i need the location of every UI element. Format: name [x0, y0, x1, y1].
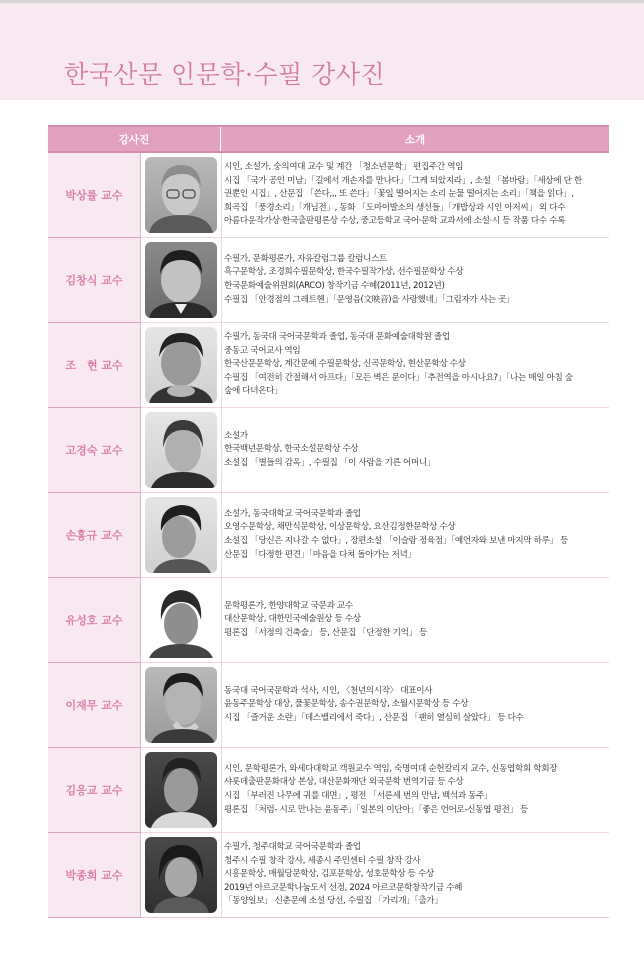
photo-cell [141, 493, 222, 577]
bio-line: 청주시 수필 창작 강사, 세종시 주민센터 수필 창작 강사 [224, 855, 421, 866]
header-instructors: 강사진 [48, 127, 221, 151]
instructor-bio [222, 833, 609, 917]
title-banner [0, 3, 644, 100]
instructor-table [48, 125, 609, 918]
instructor-name: 박상률 교수 [48, 153, 141, 238]
bio-line: 수필가, 동국대 국어국문학과 졸업, 동국대 문화예술대학원 졸업 [224, 332, 450, 343]
bio-line: 숲에 다녀온다」 [224, 386, 283, 397]
portrait-photo [145, 752, 217, 828]
bio-line: 「동양일보」 신춘문예 소설 당선, 수필집 「가리개」「출가」 [224, 896, 443, 907]
instructor-bio [222, 493, 609, 577]
table-row [48, 833, 609, 918]
bio-line: 시집 「국가 공인 미남」「길에서 개손자를 만나다」「그케 되았지라」, 소설 「봄바람」「세상에 단 한 [224, 175, 582, 186]
bio-line: 시인, 소설가, 숭의여대 교수 및 계간 「청소년문학」 편집주간 역임 [224, 162, 464, 173]
table-row [48, 663, 609, 748]
instructor-bio [222, 578, 609, 662]
bio-line: 권뿐인 시집」, 산문집 「쓴다,,, 또 쓴다」「꽃잎 떨어지는 소리 눈물 떨어지는 소리」「책을 읽다」, [224, 189, 574, 200]
portrait-photo [145, 157, 217, 233]
instructor-name: 이재무 교수 [48, 663, 141, 748]
photo-cell [141, 578, 222, 662]
photo-cell [141, 238, 222, 322]
table-row [48, 748, 609, 833]
portrait-photo [145, 582, 217, 658]
table-row [48, 323, 609, 408]
portrait-photo [145, 497, 217, 573]
bio-line: 오영수문학상, 채만식문학상, 이상문학상, 요산김정한문학상 수상 [224, 522, 456, 533]
portrait-photo [145, 327, 217, 403]
instructor-name: 김창식 교수 [48, 238, 141, 323]
bio-line: 평론집 「처럼- 시로 만나는 윤동주」「일본의 이단아」「좋은 언어로-신동엽 평전」 등 [224, 804, 528, 815]
photo-cell [141, 153, 222, 237]
bio-line: 시인, 문학평론가, 와세다대학교 객원교수 역임, 숙명여대 순헌칼리지 교수, 신동엽학회 학회장 [224, 763, 558, 774]
bio-line: 수필가, 문화평론가, 자유칼럼그룹 칼럼니스트 [224, 253, 387, 264]
bio-line: 희곡집 「풍경소리」「개님전」, 동화 「도마이발소의 생선들」「개밥상과 시인 아저씨」 외 다수 [224, 202, 566, 213]
table-row [48, 153, 609, 238]
photo-cell [141, 663, 222, 747]
portrait-photo [145, 667, 217, 743]
instructor-name: 유성호 교수 [48, 578, 141, 663]
bio-line: 소설가, 동국대학교 국어국문학과 졸업 [224, 508, 361, 519]
bio-line: 한국문화예술위원회(ARCO) 창작기금 수혜(2011년, 2012년) [224, 281, 445, 291]
instructor-name: 조 현 교수 [48, 323, 141, 408]
portrait-photo [145, 242, 217, 318]
table-row [48, 578, 609, 663]
instructor-name: 손홍규 교수 [48, 493, 141, 578]
bio-line: 소설집 「별들의 감옥」, 수필집 「이 사람을 기른 어머니」 [224, 457, 436, 468]
bio-line: 수필집 「안경점의 그레트헨」「문영음(文映音)을 사랑했네」「그림자가 사는 곳」 [224, 294, 515, 305]
bio-line: 흑구문학상, 조경희수필문학상, 한국수필작가상, 선수필문학상 수상 [224, 267, 464, 278]
bio-line: 시흥문학상, 매월당문학상, 김포문학상, 성호문학상 등 수상 [224, 869, 434, 880]
bio-line: 시집 「부러진 나무에 귀를 대면」, 평전 「서른세 번의 만남, 백석과 동주」 [224, 791, 493, 801]
photo-cell [141, 323, 222, 407]
bio-line: 동국대 국어국문학과 석사, 시인, 〈천년의시작〉 대표이사 [224, 685, 433, 696]
instructor-bio [222, 408, 609, 492]
bio-line: 한국백년문학상, 한국소설문학상 수상 [224, 444, 359, 455]
bio-line: 산문집 「다정한 편견」「마음을 다쳐 돌아가는 저녁」 [224, 549, 416, 560]
table-row [48, 493, 609, 578]
bio-line: 소설집 「당신은 지나갈 수 없다」, 장편소설 「이슬람 정육점」「예언자와 보낸 마지막 하루」 등 [224, 536, 569, 546]
instructor-name: 김응교 교수 [48, 748, 141, 833]
bio-line: 수필집 「여전히 간절해서 아프다」「모든 벽은 문이다」「추전역을 아시나요?」「나는 매일 아침 숲 [224, 372, 573, 383]
instructor-bio [222, 748, 609, 832]
instructor-bio [222, 323, 609, 407]
bio-line: 문학평론가, 한양대학교 국문과 교수 [224, 600, 353, 611]
instructor-bio [222, 153, 609, 237]
bio-line: 샤롯데출판문화대상 본상, 대산문화재단 외국문학 번역기금 등 수상 [224, 777, 464, 788]
bio-line: 시집 「즐거운 소란」「데스밸리에서 죽다」, 산문집 「괜히 열심히 살았다」 등 다수 [224, 712, 524, 723]
instructor-bio [222, 238, 609, 322]
bio-line: 한국산문문학상, 계간문예 수필문학상, 신곡문학상, 현산문학상 수상 [224, 359, 466, 370]
page-title: 한국산문 인문학·수필 강사진 [64, 60, 386, 89]
table-header [48, 125, 609, 153]
bio-line: 중동고 국어교사 역임 [224, 345, 301, 356]
bio-line: 대산문학상, 대한민국예술원상 등 수상 [224, 614, 361, 625]
bio-line: 아름다운작가상·한국출판평론상 수상, 중고등학교 국어·문학 교과서에 소설·시 등 작품 다수 수록 [224, 216, 566, 227]
portrait-photo [145, 412, 217, 488]
instructor-name: 고경숙 교수 [48, 408, 141, 493]
photo-cell [141, 833, 222, 917]
bio-line: 윤동주문학상 대상, 풀꽃문학상, 송수권문학상, 소월시문학상 등 수상 [224, 699, 469, 710]
bio-line: 소설가 [224, 430, 248, 441]
table-row [48, 238, 609, 323]
photo-cell [141, 408, 222, 492]
bio-line: 수필가, 청주대학교 국어국문학과 졸업 [224, 842, 361, 853]
header-introduction: 소개 [404, 133, 426, 146]
table-row [48, 408, 609, 493]
instructor-bio [222, 663, 609, 747]
portrait-photo [145, 837, 217, 913]
bio-line: 2019년 아르코문학나눔도서 선정, 2024 아르코문학창작기금 수혜 [224, 882, 463, 893]
instructor-name: 박종희 교수 [48, 833, 141, 918]
photo-cell [141, 748, 222, 832]
bio-line: 평론집 「서정의 건축술」 등, 산문집 「단정한 기억」 등 [224, 627, 428, 638]
